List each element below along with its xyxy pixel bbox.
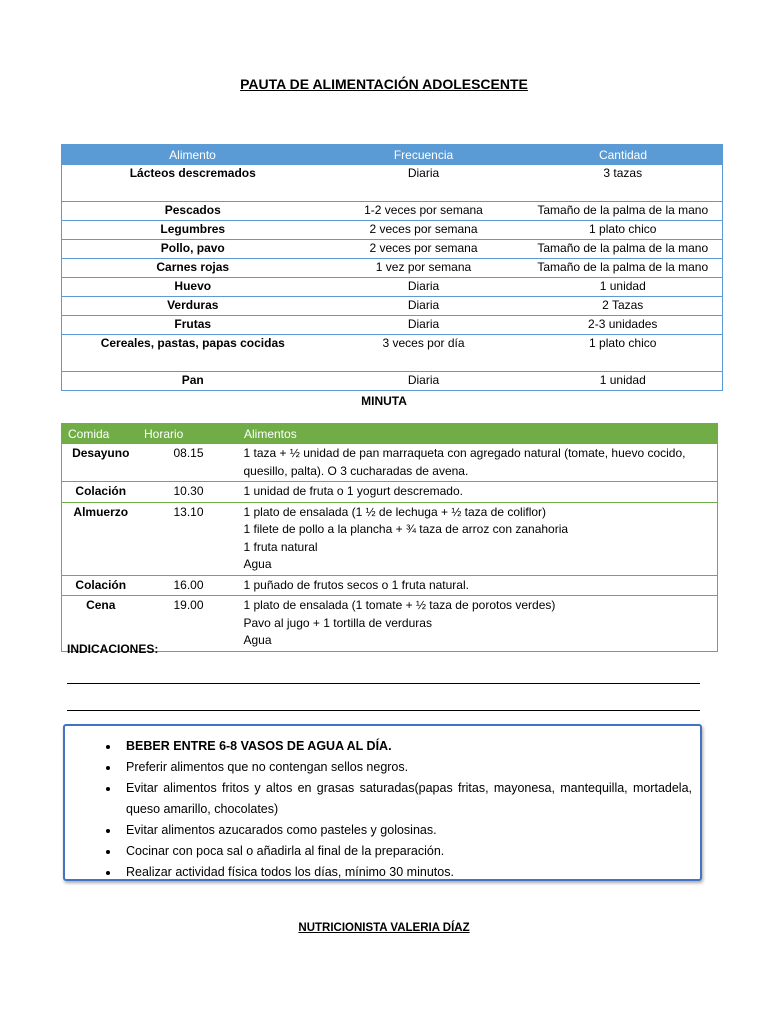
header-alimentos: Alimentos (238, 424, 718, 444)
blank-line-divider (67, 683, 700, 684)
meal-foods (238, 575, 718, 596)
table-row (62, 202, 723, 221)
blank-line-divider (67, 710, 700, 711)
food-quantity: 3 tazas (524, 165, 723, 202)
food-name: Pan (62, 372, 324, 391)
table-row (62, 482, 718, 503)
list-item: • Evitar alimentos azucarados como pasteles y golosinas. (120, 820, 692, 841)
table-row (62, 502, 718, 575)
header-alimento: Alimento (62, 145, 324, 165)
table-row (62, 278, 723, 297)
table-row (62, 316, 723, 335)
meal-name: Cena (62, 596, 138, 652)
meal-name: Desayuno (62, 444, 138, 482)
nutritionist-signature: NUTRICIONISTA VALERIA DÍAZ (298, 922, 470, 934)
food-name: Pollo, pavo (62, 240, 324, 259)
list-item: • Preferir alimentos que no contengan sellos negros. (120, 757, 692, 778)
table-row (62, 596, 718, 652)
food-frequency: 1-2 veces por semana (324, 202, 524, 221)
food-quantity: Tamaño de la palma de la mano (524, 240, 723, 259)
food-frequency: Diaria (324, 278, 524, 297)
food-frequency: 2 veces por semana (324, 240, 524, 259)
food-frequency: 1 vez por semana (324, 259, 524, 278)
meal-food-line: 1 plato de ensalada (1 tomate + ½ taza de porotos verdes) (243, 598, 556, 612)
meal-foods (238, 502, 718, 575)
food-name: Huevo (62, 278, 324, 297)
meal-food-line: 1 puñado de frutos secos o 1 fruta natural. (243, 577, 469, 592)
meal-table-header (62, 424, 718, 444)
header-frecuencia: Frecuencia (324, 145, 524, 165)
meal-time: 08.15 (138, 444, 238, 482)
meal-foods (238, 596, 718, 652)
meal-name: Colación (62, 482, 138, 503)
food-quantity: Tamaño de la palma de la mano (524, 202, 723, 221)
food-name: Lácteos descremados (62, 165, 324, 202)
food-name: Pescados (62, 202, 324, 221)
food-frequency-table (61, 144, 723, 391)
table-row (62, 240, 723, 259)
food-name: Frutas (62, 316, 324, 335)
minuta-title: MINUTA (361, 394, 407, 408)
meal-food-line: 1 plato de ensalada (1 ½ de lechuga + ½ taza de coliflor) (243, 504, 547, 519)
food-quantity: 1 unidad (524, 278, 723, 297)
food-frequency: Diaria (324, 372, 524, 391)
food-table-header (62, 145, 723, 165)
meal-food-line: 1 filete de pollo a la plancha + ¾ taza de arroz con zanahoria (243, 522, 569, 536)
meal-plan-table (61, 423, 718, 652)
recommendations-list (65, 726, 700, 883)
header-horario: Horario (138, 424, 238, 444)
food-name: Carnes rojas (62, 259, 324, 278)
food-quantity: 1 unidad (524, 372, 723, 391)
meal-foods (238, 444, 718, 482)
list-item: • Cocinar con poca sal o añadirla al final de la preparación. (120, 841, 692, 862)
food-quantity: 2 Tazas (524, 297, 723, 316)
meal-name: Almuerzo (62, 502, 138, 575)
indicaciones-label: INDICACIONES: (67, 642, 159, 656)
header-comida: Comida (62, 424, 138, 444)
table-row (62, 372, 723, 391)
meal-name: Colación (62, 575, 138, 596)
list-item: • Evitar alimentos fritos y altos en grasas saturadas(papas fritas, mayonesa, mantequilla, mortadela, queso amarillo, chocolates) (120, 778, 692, 820)
food-name: Legumbres (62, 221, 324, 240)
table-row (62, 335, 723, 372)
header-cantidad: Cantidad (524, 145, 723, 165)
food-frequency: Diaria (324, 165, 524, 202)
meal-food-line: 1 unidad de fruta o 1 yogurt descremado. (243, 484, 463, 498)
recommendations-box (63, 724, 702, 881)
meal-food-line: Agua (243, 633, 272, 647)
food-name: Verduras (62, 297, 324, 316)
food-frequency: Diaria (324, 297, 524, 316)
list-item: • Realizar actividad física todos los días, mínimo 30 minutos. (120, 862, 692, 883)
food-name: Cereales, pastas, papas cocidas (62, 335, 324, 372)
meal-time: 19.00 (138, 596, 238, 652)
food-frequency: 3 veces por día (324, 335, 524, 372)
food-quantity: 1 plato chico (524, 221, 723, 240)
table-row (62, 297, 723, 316)
table-row (62, 575, 718, 596)
food-quantity: 1 plato chico (524, 335, 723, 372)
table-row (62, 444, 718, 482)
meal-food-line: 1 taza + ½ unidad de pan marraqueta con agregado natural (tomate, huevo cocido, quesillo, palta). O 3 cucharadas de avena. (243, 446, 686, 478)
food-frequency: 2 veces por semana (324, 221, 524, 240)
meal-time: 10.30 (138, 482, 238, 503)
meal-time: 13.10 (138, 502, 238, 575)
food-quantity: Tamaño de la palma de la mano (524, 259, 723, 278)
table-row (62, 221, 723, 240)
meal-food-line: Pavo al jugo + 1 tortilla de verduras (243, 615, 432, 630)
food-quantity: 2-3 unidades (524, 316, 723, 335)
document-title: PAUTA DE ALIMENTACIÓN ADOLESCENTE (240, 76, 528, 92)
meal-time: 16.00 (138, 575, 238, 596)
table-row (62, 259, 723, 278)
list-item: • BEBER ENTRE 6-8 VASOS DE AGUA AL DÍA. (120, 736, 692, 757)
meal-foods (238, 482, 718, 503)
meal-food-line: Agua (243, 557, 272, 571)
meal-food-line: 1 fruta natural (243, 539, 318, 554)
table-row (62, 165, 723, 202)
food-frequency: Diaria (324, 316, 524, 335)
